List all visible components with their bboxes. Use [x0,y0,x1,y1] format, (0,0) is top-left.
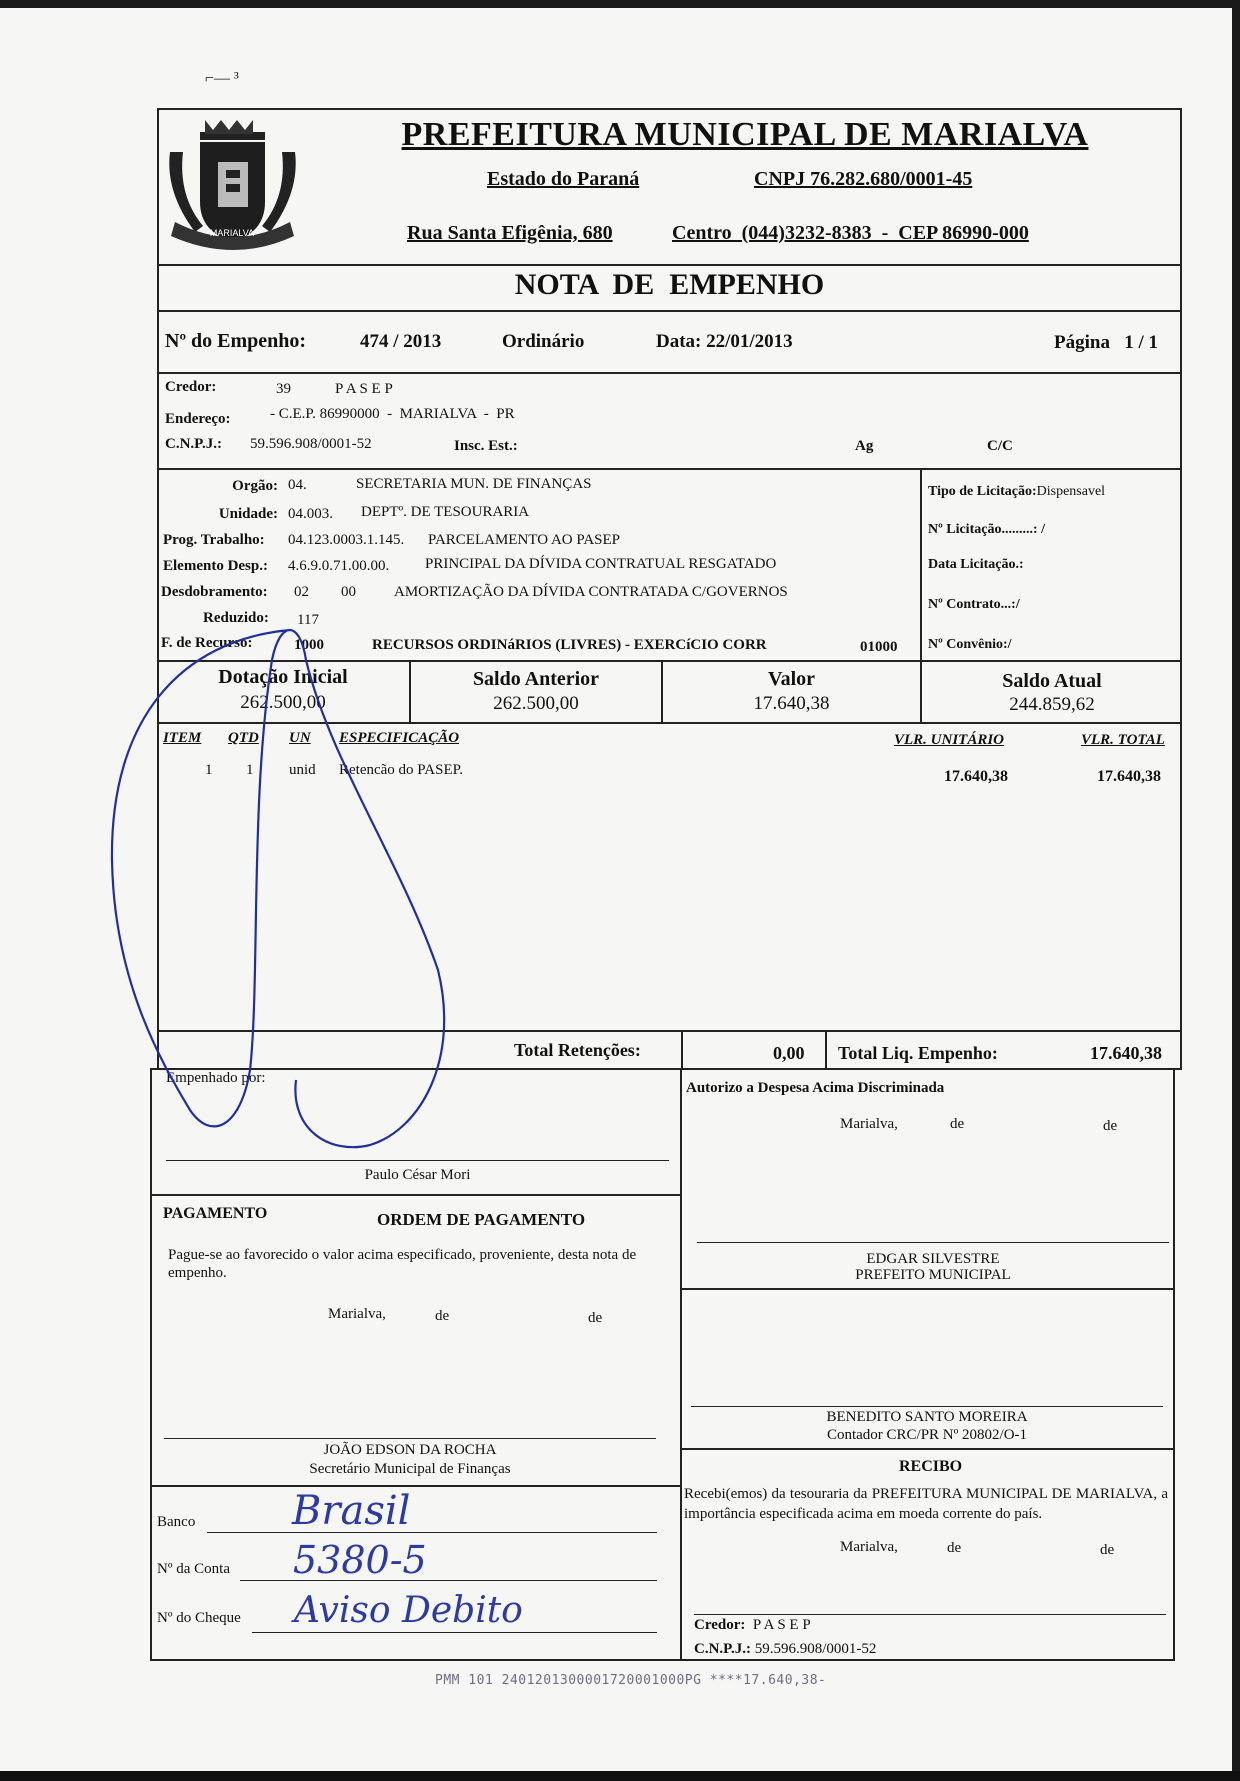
totals-divider-1 [681,1030,683,1070]
total-retencoes-value: 0,00 [773,1043,805,1063]
address-label: Endereço: [165,411,231,427]
orgao-label: Orgão: [232,478,278,494]
prefeito-bottom-rule [680,1288,1175,1290]
recibo-cnpj [694,1641,876,1658]
orgao-name: SECRETARIA MUN. DE FINANÇAS [356,476,592,492]
org-contact: Centro (044)3232-8383 - CEP 86990-000 [672,222,1029,244]
footer-code: PMM 101 2401201300001720001000PG ****17.640,38- [435,1673,827,1688]
prefeito-name: EDGAR SILVESTRE [866,1251,1000,1267]
elemento-name: PRINCIPAL DA DÍVIDA CONTRATUAL RESGATADO [425,556,777,572]
contador-name: BENEDITO SANTO MOREIRA [826,1409,1028,1425]
autorizo-label: Autorizo a Despesa Acima Discriminada [686,1080,945,1096]
licitacao-number: Nº Licitação.........: / [928,522,1045,537]
pagamento-bottom-rule [150,1485,680,1487]
svg-text:MARIALVA: MARIALVA [209,228,255,238]
convenio-number: Nº Convênio:/ [928,637,1012,652]
secretario-signature-line [164,1438,656,1439]
cc-label: C/C [987,438,1013,454]
desdobramento-name: AMORTIZAÇÃO DA DÍVIDA CONTRATADA C/GOVERNOS [394,584,788,600]
banco-handwritten: Brasil [292,1488,411,1534]
page-number: Página 1 / 1 [1054,332,1158,353]
credor-cnpj: 59.596.908/0001-52 [250,436,372,452]
recibo-text: Recebi(emos) da tesouraria da PREFEITURA MUNICIPAL DE MARIALVA, a importância especificada acima em moeda corrente do país. [684,1486,1168,1522]
ordem-pagamento-label: ORDEM DE PAGAMENTO [377,1210,586,1229]
prefeito-signature-line [697,1242,1169,1243]
item-especificacao: Retencão do PASEP. [339,762,464,778]
item-qtd: 1 [246,762,254,778]
total-liq-label: Total Liq. Empenho: [838,1043,998,1063]
recibo-cnpj-label: C.N.P.J.: [694,1641,751,1657]
secretario-title: Secretário Municipal de Finanças [309,1461,511,1477]
pagamento-place: Marialva, [328,1306,386,1322]
contador-title: Contador CRC/PR Nº 20802/O-1 [826,1427,1028,1443]
unidade-code: 04.003. [288,506,333,522]
city-crest-icon [160,112,305,262]
saldo-atual-label: Saldo Atual [1002,670,1102,692]
recibo-credor-value: P A S E P [752,1617,811,1633]
conta-label: Nº da Conta [157,1561,230,1577]
reduzido-label: Reduzido: [203,610,269,626]
col-vlr-unitario: VLR. UNITÁRIO [894,732,1005,748]
lower-divider [680,1068,682,1661]
unidade-label: Unidade: [218,506,278,522]
unidade-name: DEPTº. DE TESOURARIA [361,504,530,520]
total-retencoes-label: Total Retenções: [514,1040,641,1060]
empenhado-label: Empenhado por: [166,1070,266,1086]
dotacao-value: 262.500,00 [240,692,326,713]
empenho-date: Data: 22/01/2013 [656,331,793,352]
budget-divider [920,468,922,662]
item-vlr-unitario: 17.640,38 [944,768,1008,785]
saldo-anterior-label: Saldo Anterior [472,668,600,690]
banco-field-line [207,1532,657,1533]
recibo-place: Marialva, [840,1539,898,1555]
scan-border-right [1232,0,1240,1781]
col-un: UN [289,730,311,746]
col-qtd: QTD [228,730,259,746]
prog-label: Prog. Trabalho: [163,532,265,548]
credor-name: P A S E P [335,381,393,397]
tipo-licitacao-label: Tipo de Licitação: [928,484,1037,499]
empenhado-name: Paulo César Mori [364,1167,471,1183]
handwritten-signature-loop [100,600,460,1170]
autorizo-de-1: de [950,1116,965,1132]
org-title: PREFEITURA MUNICIPAL DE MARIALVA [401,116,1089,153]
elemento-code: 4.6.9.0.71.00.00. [288,558,390,574]
contador-signature-line [691,1406,1163,1407]
prefeito-title: PREFEITO MUNICIPAL [855,1267,1011,1283]
contador-bottom-rule [680,1448,1175,1450]
empenho-number: 474 / 2013 [360,331,442,352]
item-vlr-total: 17.640,38 [1097,768,1161,785]
state-name: Estado do Paraná [487,168,640,190]
recurso-number: 01000 [860,639,898,655]
dotacao-label: Dotação Inicial [218,666,348,688]
recibo-credor [694,1617,811,1634]
desdobramento-code-1: 02 [294,584,309,600]
totals-divider-2 [825,1030,827,1070]
recurso-label: F. de Recurso: [161,635,253,651]
banco-label: Banco [157,1514,196,1530]
pagamento-de-1: de [435,1308,450,1324]
licitacao-date: Data Licitação.: [928,557,1024,572]
col-especificacao: ESPECIFICAÇÃO [339,730,460,746]
reduzido-value: 117 [297,612,319,628]
item-un: unid [289,762,316,778]
prog-code: 04.123.0003.1.145. [288,532,405,548]
tipo-licitacao-value: Dispensavel [1036,484,1106,499]
corner-mark: ⌐— ³ [205,70,239,87]
cnpj-label: C.N.P.J.: [165,436,222,452]
insc-est-label: Insc. Est.: [454,438,518,454]
item-number: 1 [205,762,213,778]
contrato-number: Nº Contrato...:/ [928,597,1020,612]
saldo-atual-value: 244.859,62 [1009,694,1095,715]
empenho-type: Ordinário [502,331,585,352]
cheque-label: Nº do Cheque [157,1610,241,1626]
credor-label: Credor: [165,379,217,395]
secretario-name: JOÃO EDSON DA ROCHA [323,1442,497,1458]
total-liq-value: 17.640,38 [1090,1043,1162,1063]
cheque-handwritten: Aviso Debito [294,1590,523,1631]
valor-label: Valor [767,668,816,690]
col-item: ITEM [163,730,202,746]
valor-value: 17.640,38 [753,693,830,714]
recibo-credor-label: Credor: [694,1617,746,1633]
pagamento-de-2: de [588,1310,603,1326]
pagamento-text: Pague-se ao favorecido o valor acima especificado, proveniente, desta nota de empenho. [168,1247,637,1281]
credor-address: - C.E.P. 86990000 - MARIALVA - PR [270,406,515,422]
saldo-anterior-value: 262.500,00 [493,693,579,714]
orgao-code: 04. [288,477,307,493]
elemento-label: Elemento Desp.: [163,558,268,574]
desdobramento-label: Desdobramento: [161,584,268,600]
recibo-signature-line [694,1614,1166,1615]
doc-title: NOTA DE EMPENHO [514,268,825,301]
col-vlr-total: VLR. TOTAL [1081,732,1165,748]
recurso-name: RECURSOS ORDINáRIOS (LIVRES) - EXERCíCIO CORR [372,637,767,653]
autorizo-place: Marialva, [840,1116,898,1132]
empenhado-bottom-rule [150,1194,680,1196]
scan-border-top [0,0,1240,8]
prog-name: PARCELAMENTO AO PASEP [428,532,621,548]
desdobramento-code-2: 00 [341,584,356,600]
recibo-label: RECIBO [899,1458,963,1475]
credor-code: 39 [276,381,291,397]
scan-border-bottom [0,1771,1240,1781]
recibo-de-1: de [947,1540,962,1556]
cheque-field-line [252,1632,657,1633]
org-address: Rua Santa Efigênia, 680 [407,222,613,244]
org-cnpj: CNPJ 76.282.680/0001-45 [754,168,973,190]
recibo-de-2: de [1100,1542,1115,1558]
autorizo-de-2: de [1103,1118,1118,1134]
recibo-cnpj-value: 59.596.908/0001-52 [754,1641,877,1657]
recurso-code: 1000 [294,637,324,653]
conta-handwritten: 5380-5 [293,1538,427,1582]
ag-label: Ag [855,438,874,454]
tipo-licitacao [928,484,1105,500]
pagamento-label: PAGAMENTO [163,1205,268,1222]
empenho-number-label: Nº do Empenho: [165,330,307,352]
